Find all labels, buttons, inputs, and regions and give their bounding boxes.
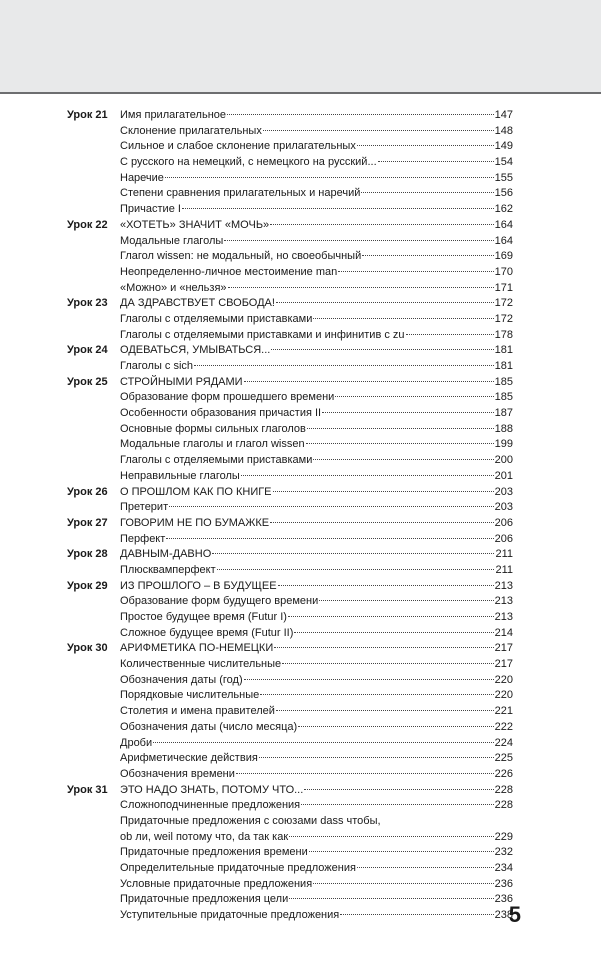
toc-entry-row	[67, 202, 513, 218]
toc-entry-row	[67, 610, 513, 626]
lesson-number: Урок 29	[67, 579, 108, 592]
entry-page: 232	[494, 846, 513, 859]
lesson-title: Имя прилагательное	[120, 109, 227, 121]
dot-leader	[298, 726, 493, 727]
toc-entry-row	[67, 736, 513, 752]
toc-entry-row	[67, 673, 513, 689]
entry-page: 181	[494, 360, 513, 372]
entry-page: 172	[494, 297, 513, 310]
entry-title: Условные придаточные предложения	[120, 877, 313, 890]
dot-leader	[313, 459, 493, 460]
dot-leader	[259, 757, 494, 758]
toc-entry-row	[67, 563, 513, 579]
entry-page: 221	[494, 705, 513, 718]
entry-page: 229	[494, 830, 513, 843]
entry-title: Глагол wissen: не модальный, но своеобычный	[120, 250, 362, 263]
lesson-title: О ПРОШЛОМ КАК ПО КНИГЕ	[120, 485, 272, 498]
entry-title: Сильное и слабое склонение прилагательных	[120, 140, 356, 153]
dot-leader	[340, 914, 493, 915]
entry-page: 225	[494, 752, 513, 765]
lesson-number: Урок 30	[67, 642, 108, 655]
dot-leader	[241, 475, 494, 476]
dot-leader	[362, 255, 493, 256]
entry-title: Придаточные предложения времени	[120, 846, 308, 859]
entry-page: 217	[494, 658, 513, 671]
entry-page: 220	[494, 689, 513, 702]
dot-leader	[289, 836, 494, 837]
dot-leader	[276, 302, 494, 303]
entry-page: 203	[494, 501, 513, 514]
entry-title: Особенности образования причастия II	[120, 407, 322, 420]
entry-page: 164	[494, 218, 513, 231]
toc-lesson-row	[67, 547, 513, 563]
toc-entry-row	[67, 390, 513, 406]
lesson-title: ИЗ ПРОШЛОГО – В БУДУЩЕЕ	[120, 579, 277, 592]
entry-page: 200	[494, 454, 513, 467]
page-header-band	[0, 0, 601, 94]
entry-title: Неправильные глаголы	[120, 469, 240, 482]
entry-page: 203	[494, 485, 513, 498]
toc-lesson-row	[67, 343, 513, 359]
entry-page: 172	[494, 312, 513, 325]
entry-page: 206	[494, 532, 513, 545]
dot-leader	[274, 647, 493, 648]
entry-page: 170	[494, 265, 513, 278]
dot-leader	[244, 679, 494, 680]
entry-title: Наречие	[120, 171, 164, 184]
dot-leader	[236, 773, 494, 774]
dot-leader	[378, 161, 494, 162]
entry-title: Порядковые числительные	[120, 689, 260, 702]
toc-entry-row	[67, 626, 513, 642]
dot-leader	[338, 271, 493, 272]
entry-page: 199	[494, 438, 513, 451]
entry-title: С русского на немецкий, с немецкого на русский...	[120, 156, 377, 169]
entry-title: Придаточные предложения с союзами dass чтобы,	[120, 814, 381, 827]
toc-lesson-row	[67, 516, 513, 532]
entry-title: Образование форм прошедшего времени	[120, 391, 335, 404]
dot-leader	[313, 318, 493, 319]
dot-leader	[244, 381, 494, 382]
dot-leader	[361, 192, 493, 193]
toc-entry-row	[67, 186, 513, 202]
dot-leader	[212, 553, 494, 554]
lesson-number: Урок 24	[67, 344, 108, 357]
toc-entry-row	[67, 594, 513, 610]
entry-title: Склонение прилагательных	[120, 124, 262, 137]
toc-entry-row	[67, 798, 513, 814]
toc-entry-row	[67, 406, 513, 422]
dot-leader	[260, 694, 493, 695]
toc-entry-row	[67, 861, 513, 877]
toc-lesson-row	[67, 108, 513, 124]
entry-title: Количественные числительные	[120, 658, 282, 671]
dot-leader	[271, 349, 493, 350]
dot-leader	[322, 412, 494, 413]
toc-entry-row	[67, 359, 513, 375]
entry-page: 228	[494, 799, 513, 812]
lesson-title: ГОВОРИМ НЕ ПО БУМАЖКЕ	[120, 516, 270, 529]
entry-title: Столетия и имена правителей	[120, 705, 275, 718]
entry-title: Основные формы сильных глаголов	[120, 422, 306, 435]
entry-page: 217	[494, 642, 513, 655]
entry-page: 154	[494, 156, 513, 169]
dot-leader	[294, 632, 493, 633]
entry-page: 228	[494, 783, 513, 796]
toc-entry-row	[67, 892, 513, 908]
lesson-number: Урок 31	[67, 783, 108, 796]
dot-leader	[165, 177, 494, 178]
dot-leader	[313, 883, 493, 884]
toc-entry-row	[67, 171, 513, 187]
toc-lesson-row	[67, 296, 513, 312]
entry-title: Глаголы с отделяемыми приставками	[120, 312, 313, 325]
entry-title: Неопределенно-личное местоимение man	[120, 265, 338, 278]
entry-title: Модальные глаголы	[120, 234, 224, 247]
entry-title: Простое будущее время (Futur I)	[120, 611, 287, 623]
toc-entry-row	[67, 704, 513, 720]
dot-leader	[406, 334, 494, 335]
toc-entry-row	[67, 265, 513, 281]
dot-leader	[228, 287, 494, 288]
dot-leader	[166, 538, 493, 539]
lesson-title: «ХОТЕТЬ» ЗНАЧИТ «МОЧЬ»	[120, 218, 270, 231]
dot-leader	[335, 396, 493, 397]
entry-page: 178	[494, 328, 513, 341]
entry-title: Глаголы с отделяемыми приставками и инфинитив с zu	[120, 328, 405, 341]
entry-page: 147	[494, 109, 513, 121]
lesson-number: Урок 28	[67, 548, 108, 561]
dot-leader	[169, 506, 494, 507]
entry-page: 213	[494, 611, 513, 623]
entry-title: Глаголы с отделяемыми приставками	[120, 454, 313, 467]
toc-entry-row	[67, 453, 513, 469]
dot-leader	[309, 851, 494, 852]
entry-page: 214	[494, 626, 513, 639]
entry-page: 238	[494, 909, 513, 922]
entry-title: Плюсквамперфект	[120, 563, 216, 576]
table-of-contents	[67, 108, 513, 924]
toc-entry-row	[67, 657, 513, 673]
lesson-title: АРИФМЕТИКА ПО-НЕМЕЦКИ	[120, 642, 274, 655]
lesson-title: ОДЕВАТЬСЯ, УМЫВАТЬСЯ...	[120, 344, 271, 357]
toc-entry-row	[67, 751, 513, 767]
lesson-title: СТРОЙНЫМИ РЯДАМИ	[120, 375, 243, 388]
dot-leader	[224, 240, 493, 241]
dot-leader	[288, 616, 494, 617]
entry-title: Перфект	[120, 532, 166, 545]
dot-leader	[357, 145, 494, 146]
dot-leader	[289, 898, 493, 899]
entry-title: Придаточные предложения цели	[120, 893, 289, 906]
entry-title: «Можно» и «нельзя»	[120, 281, 227, 294]
entry-page: 206	[494, 516, 513, 529]
entry-title: Определительные придаточные предложения	[120, 862, 356, 874]
lesson-number: Урок 23	[67, 297, 108, 310]
lesson-number: Урок 26	[67, 485, 108, 498]
entry-page: 188	[494, 422, 513, 435]
entry-page: 156	[494, 187, 513, 200]
toc-lesson-row	[67, 641, 513, 657]
toc-entry-row	[67, 908, 513, 924]
toc-lesson-row	[67, 218, 513, 234]
entry-title: Причастие I	[120, 203, 181, 216]
toc-entry-row	[67, 422, 513, 438]
toc-entry-row	[67, 720, 513, 736]
entry-title: Сложноподчиненные предложения	[120, 799, 301, 812]
entry-page: 222	[494, 720, 513, 733]
dot-leader	[270, 224, 493, 225]
toc-entry-row	[67, 767, 513, 783]
toc-entry-row	[67, 328, 513, 344]
lesson-number: Урок 27	[67, 516, 108, 529]
entry-title: Образование форм будущего времени	[120, 595, 319, 608]
toc-lesson-row	[67, 783, 513, 799]
entry-page: 220	[494, 673, 513, 686]
page-number: 5	[508, 902, 521, 927]
toc-entry-row	[67, 437, 513, 453]
entry-page: 155	[494, 171, 513, 184]
entry-page: 213	[494, 579, 513, 592]
dot-leader	[273, 491, 494, 492]
entry-title: Обозначения времени	[120, 767, 235, 780]
entry-title: Степени сравнения прилагательных и наречий	[120, 187, 361, 200]
lesson-number: Урок 21	[67, 109, 108, 121]
entry-page: 169	[494, 250, 513, 263]
toc-entry-row	[67, 312, 513, 328]
dot-leader	[276, 710, 494, 711]
entry-page: 185	[494, 391, 513, 404]
entry-page: 164	[494, 234, 513, 247]
entry-title: Глаголы с sich	[120, 360, 194, 372]
toc-entry-row	[67, 532, 513, 548]
entry-title: Обозначения даты (год)	[120, 673, 243, 686]
toc-entry-row	[67, 814, 513, 845]
lesson-title: ЭТО НАДО ЗНАТЬ, ПОТОМУ ЧТО...	[120, 783, 304, 796]
toc-lesson-row	[67, 375, 513, 391]
dot-leader	[357, 867, 494, 868]
lesson-number: Урок 22	[67, 218, 108, 231]
dot-leader	[263, 130, 494, 131]
toc-entry-row	[67, 124, 513, 140]
dot-leader	[227, 114, 494, 115]
toc-entry-row	[67, 249, 513, 265]
entry-page: 171	[494, 281, 513, 294]
entry-title-continued: ob ли, weil потому что, da так как	[120, 830, 289, 843]
entry-title: Претерит	[120, 501, 169, 514]
entry-title: Уступительные придаточные предложения	[120, 909, 340, 922]
toc-entry-row	[67, 139, 513, 155]
entry-title: Модальные глаголы и глагол wissen	[120, 438, 305, 451]
entry-page: 162	[494, 203, 513, 216]
entry-page: 148	[494, 124, 513, 137]
dot-leader	[153, 742, 494, 743]
dot-leader	[319, 600, 493, 601]
lesson-number: Урок 25	[67, 375, 108, 388]
entry-title: Обозначения даты (число месяца)	[120, 720, 298, 733]
entry-page: 187	[494, 407, 513, 420]
toc-entry-row	[67, 845, 513, 861]
lesson-title: ДА ЗДРАВСТВУЕТ СВОБОДА!	[120, 297, 275, 310]
toc-entry-row	[67, 234, 513, 250]
entry-page: 226	[494, 767, 513, 780]
entry-title: Арифметические действия	[120, 752, 258, 765]
dot-leader	[304, 789, 493, 790]
entry-page: 201	[494, 469, 513, 482]
dot-leader	[278, 585, 494, 586]
lesson-title: ДАВНЫМ-ДАВНО	[120, 548, 212, 561]
entry-page: 236	[494, 877, 513, 890]
entry-page: 213	[494, 595, 513, 608]
entry-page: 185	[494, 375, 513, 388]
dot-leader	[282, 663, 493, 664]
toc-lesson-row	[67, 579, 513, 595]
entry-page: 236	[494, 893, 513, 906]
toc-entry-row	[67, 688, 513, 704]
toc-lesson-row	[67, 485, 513, 501]
entry-page: 211	[495, 548, 513, 561]
entry-title: Сложное будущее время (Futur II)	[120, 626, 294, 639]
toc-entry-row	[67, 155, 513, 171]
toc-entry-row	[67, 877, 513, 893]
dot-leader	[182, 208, 494, 209]
dot-leader	[306, 443, 494, 444]
entry-page: 181	[494, 344, 513, 357]
dot-leader	[270, 522, 494, 523]
toc-entry-row	[67, 281, 513, 297]
dot-leader	[301, 804, 494, 805]
toc-entry-row	[67, 469, 513, 485]
entry-page: 224	[494, 736, 513, 749]
dot-leader	[307, 428, 494, 429]
toc-entry-row	[67, 500, 513, 516]
dot-leader	[217, 569, 495, 570]
entry-page: 211	[495, 563, 513, 576]
dot-leader	[194, 365, 494, 366]
entry-page: 149	[494, 140, 513, 153]
entry-page: 234	[494, 862, 513, 874]
entry-title: Дроби	[120, 736, 153, 749]
